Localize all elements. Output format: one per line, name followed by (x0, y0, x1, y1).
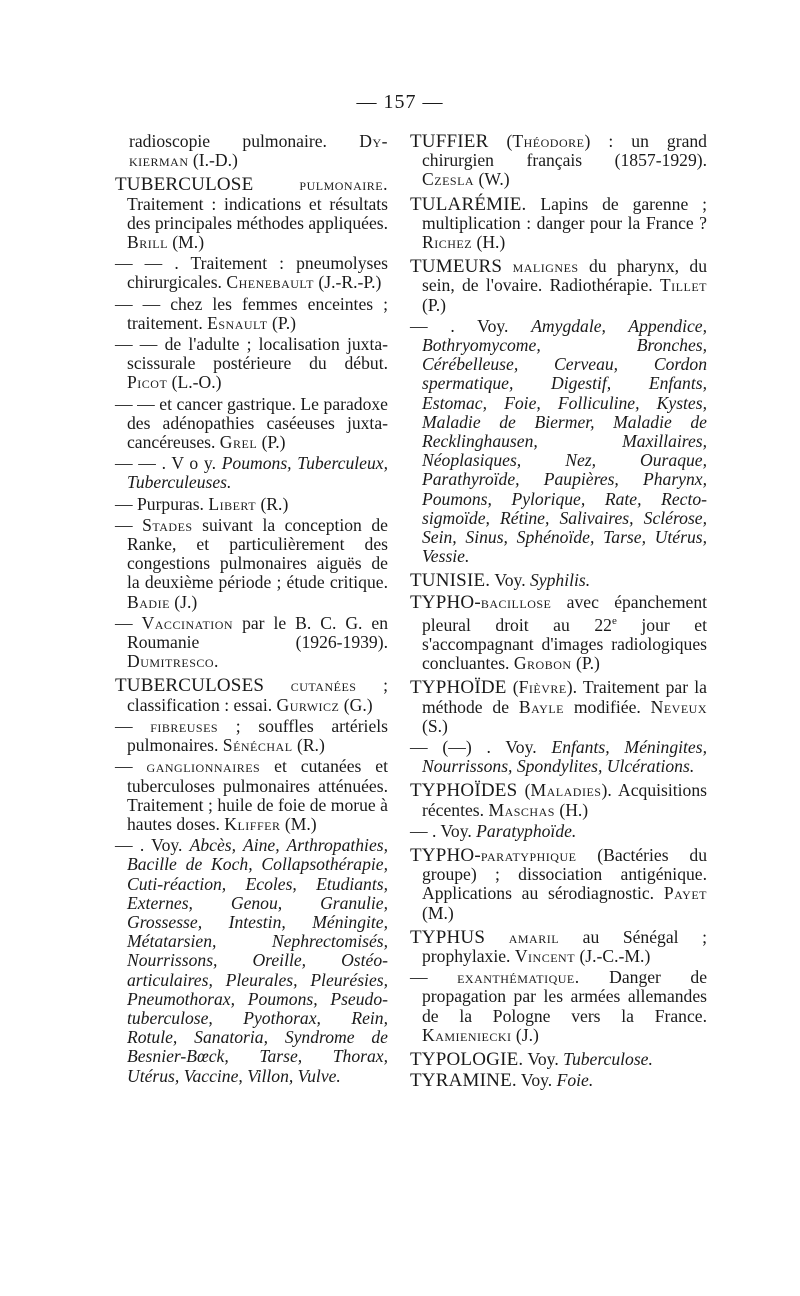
index-entry: — (—) . Voy. Enfants, Méningites, Nourrissons, Spondylites, Ulcérations. (410, 736, 707, 777)
right-column (410, 132, 707, 1092)
index-entry: radioscopie pulmonaire. Dy-kierman (I.-D.) (129, 131, 388, 171)
index-entry: — — . Traitement : pneumolyses chirurgicales. Chenebault (J.-R.-P.) (115, 253, 388, 293)
index-entry: TUMEURS malignes du pharynx, du sein, de l'ovaire. Radiothérapie. Tillet (P.) (410, 256, 707, 315)
index-entry: — ganglionnaires et cutanées et tuberculoses pulmonaires atténuées. Traitement ; huile de foie de morue à hautes doses. Kliffer (M.) (115, 756, 389, 834)
index-entry: — fibreuses ; souffles artériels pulmonaires. Sénéchal (R.) (115, 715, 388, 756)
index-entry: TUNISIE. Voy. Syphilis. (410, 570, 591, 592)
index-entry: — — . V o y. Poumons, Tuberculeux, Tuberculeuses. (115, 453, 388, 493)
index-entry: — — de l'adulte ; localisation juxta-scissurale postérieure du début. Picot (L.-O.) (115, 334, 388, 393)
index-entry: TYPHOÏDE (Fièvre). Traitement par la méthode de Bayle modifiée. Neveux (S.) (410, 677, 708, 736)
index-entry: TYPOLOGIE. Voy. Tuberculose. (410, 1049, 653, 1070)
index-entry: TYPHO-paratyphique (Bactéries du groupe) ; dissociation antigénique. Applications au sérodiagnostic. Payet (M.) (410, 844, 707, 923)
index-entry: TYRAMINE. Voy. Foie. (410, 1070, 594, 1092)
index-entry: TUFFIER (Théodore) : un grand chirurgien français (1857-1929). Czesla (W.) (410, 131, 707, 190)
index-entry: TYPHUS amaril au Sénégal ; prophylaxie. Vincent (J.-C.-M.) (410, 926, 707, 966)
index-entry: — Purpuras. Libert (R.) (115, 493, 289, 514)
index-entry: TUBERCULOSE pulmonaire. Traitement : indications et résultats des principales méthodes appliquées. Brill (M.) (115, 174, 388, 253)
index-entry: TYPHOÏDES (Maladies). Acquisitions récentes. Maschas (H.) (410, 780, 707, 820)
index-entry: — . Voy. Amygdale, Appendice, Bothryomycome, Bronches, Cérébelleuse, Cerveau, Cordon spermatique, Digestif, Enfants, Estomac, Foie, Folliculine, Kystes, Maladie de Biermer, Maladie de Recklinghausen, Maxillaires, Néoplasiques, Nez, Ouraque, Parathyroïde, Paupières, Pharynx, Poumons, Pylorique, Rate, Recto-sigmoïde, Rétine, Salivaires, Sclérose, Sein, Sinus, Sphénoïde, Tarse, Utérus, Vessie. (410, 315, 708, 567)
index-entry: — . Voy. Paratyphoïde. (410, 820, 577, 841)
index-entry: TULARÉMIE. Lapins de garenne ; multiplication : danger pour la France ? Richez (H.) (410, 193, 707, 253)
index-entry: TUBERCULOSES cutanées ; classification : essai. Gurwicz (G.) (115, 675, 388, 715)
index-entry: — — et cancer gastrique. Le paradoxe des adénopathies caséeuses juxta-cancéreuses. Grel (P.) (115, 393, 388, 453)
index-entry: — Vaccination par le B. C. G. en Roumanie (1926-1939). Dumitresco. (115, 612, 388, 672)
left-column (115, 132, 388, 1088)
index-entry: — . Voy. Abcès, Aine, Arthropathies, Bacille de Koch, Collapsothérapie, Cuti-réaction, Ecoles, Etudiants, Externes, Genou, Granulie, Grossesse, Intestin, Méningite, Métatarsien, Nephrectomisés, Nourrissons, Oreille, Ostéo-articulaires, Pleurales, Pleurésies, Pneumothorax, Poumons, Pseudo-tuberculose, Pyothorax, Rein, Rotule, Sanatoria, Syndrome de Besnier-Bœck, Tarse, Thorax, Utérus, Vaccine, Villon, Vulve. (115, 835, 388, 1086)
index-entry: — exanthématique. Danger de propagation par les armées allemandes de la Pologne vers la France. Kamieniecki (J.) (410, 967, 707, 1045)
index-entry: — Stades suivant la conception de Ranke, et particulièrement des congestions pulmonaires aiguës de la deuxième période ; étude critique. Badie (J.) (115, 514, 388, 612)
index-entry: TYPHO-bacillose avec épanchement pleural droit au 22e jour et s'accompagnant d'images radiologiques concluantes. Grobon (P.) (410, 591, 707, 674)
page-number: — 157 — (356, 91, 444, 113)
index-entry: — — chez les femmes enceintes ; traitement. Esnault (P.) (115, 293, 388, 333)
